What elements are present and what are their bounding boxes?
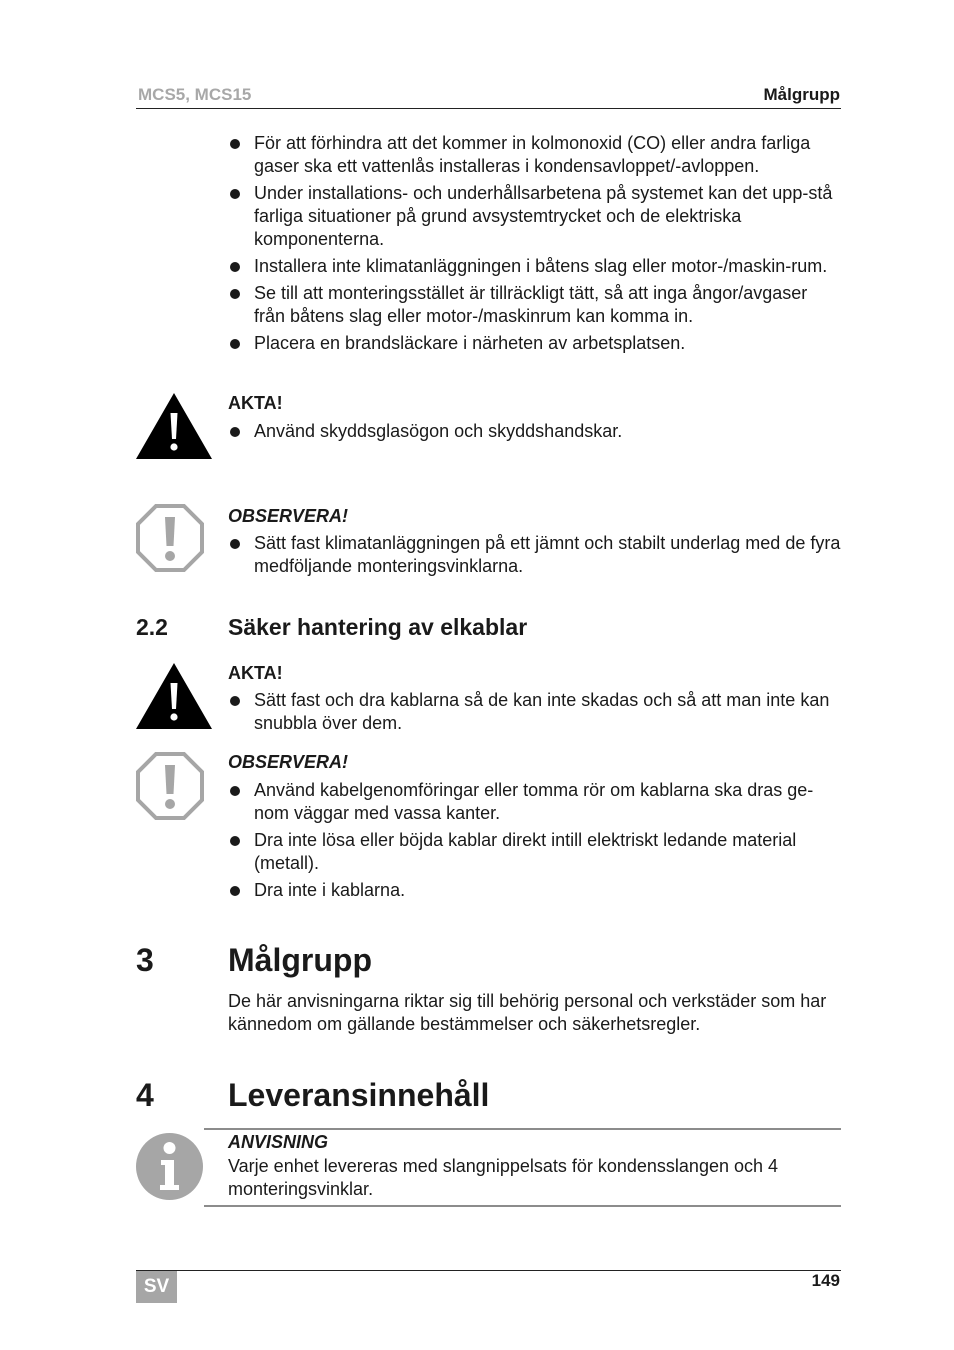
list-item: Installera inte klimatanläggningen i båtens slag eller motor-/maskin-rum. xyxy=(228,255,842,278)
notice-label: OBSERVERA! xyxy=(228,506,349,526)
warning-list xyxy=(228,420,842,447)
section-title: Säker hantering av elkablar xyxy=(228,614,528,640)
info-text: Varje enhet levereras med slangnippelsats för kondensslangen och 4 monteringsvinklar. xyxy=(228,1156,779,1199)
safety-bullet-list xyxy=(228,132,842,359)
list-item: Under installations- och underhållsarbetena på systemet kan det upp-stå farliga situationer på grund avsystemtrycket och de elektriska komponenterna. xyxy=(228,182,842,251)
header-product: MCS5, MCS15 xyxy=(138,85,252,104)
list-item: Sätt fast klimatanläggningen på ett jämnt och stabilt underlag med de fyra medföljande monteringsvinklarna. xyxy=(228,532,842,578)
info-bottom-rule xyxy=(204,1205,841,1207)
notice-octagon-icon xyxy=(136,504,204,572)
chapter-title: Leveransinnehåll xyxy=(228,1077,490,1113)
list-item: För att förhindra att det kommer in kolmonoxid (CO) eller andra farliga gaser ska ett vattenlås installeras i kondensavloppet/-avloppen. xyxy=(228,132,842,178)
warning-list xyxy=(228,689,842,739)
footer-rule xyxy=(136,1270,841,1271)
header-rule xyxy=(136,108,841,109)
notice-list xyxy=(228,532,842,582)
list-item: Använd kabelgenomföringar eller tomma rör om kablarna ska dras ge-nom väggar med vassa kanter. xyxy=(228,779,842,825)
notice-label: OBSERVERA! xyxy=(228,752,349,772)
list-item: Placera en brandsläckare i närheten av arbetsplatsen. xyxy=(228,332,842,355)
list-item: Använd skyddsglasögon och skyddshandskar. xyxy=(228,420,842,443)
list-item: Se till att monteringsstället är tillräckligt tätt, så att inga ångor/avgaser från båtens slag eller motor-/maskinrum kan komma in. xyxy=(228,282,842,328)
chapter-text: De här anvisningarna riktar sig till behörig personal och verkstäder som har kännedom om gällande bestämmelser och säkerhetsregler. xyxy=(228,991,827,1034)
warning-triangle-icon xyxy=(136,393,212,459)
notice-octagon-icon xyxy=(136,752,204,820)
list-item: Dra inte i kablarna. xyxy=(228,879,842,902)
section-number: 2.2 xyxy=(136,614,168,640)
page-number: 149 xyxy=(811,1271,840,1290)
warning-label: AKTA! xyxy=(228,393,283,413)
notice-list xyxy=(228,779,842,906)
chapter-number: 4 xyxy=(136,1077,154,1113)
header-section: Målgrupp xyxy=(763,85,840,104)
warning-triangle-icon xyxy=(136,663,212,729)
warning-label: AKTA! xyxy=(228,663,283,683)
chapter-title: Målgrupp xyxy=(228,942,372,978)
list-item: Sätt fast och dra kablarna så de kan inte skadas och så att man inte kan snubbla över dem. xyxy=(228,689,842,735)
list-item: Dra inte lösa eller böjda kablar direkt intill elektriskt ledande material (metall). xyxy=(228,829,842,875)
chapter-number: 3 xyxy=(136,942,154,978)
info-label: ANVISNING xyxy=(228,1132,329,1152)
info-top-rule xyxy=(204,1128,841,1130)
info-circle-icon xyxy=(136,1133,203,1200)
language-badge: SV xyxy=(136,1271,177,1303)
